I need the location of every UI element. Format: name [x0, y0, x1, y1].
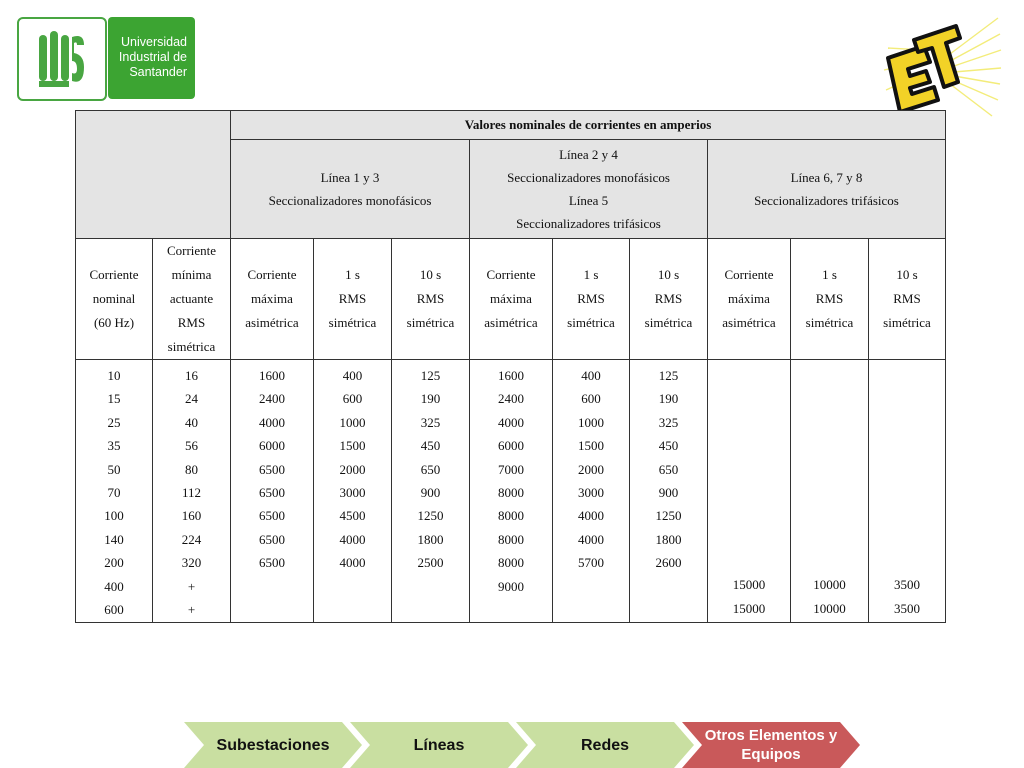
data-cell: 125: [420, 368, 441, 383]
column-header-line: (60 Hz): [93, 315, 135, 330]
column-header-line: RMS: [893, 291, 921, 306]
data-cell: 6500: [259, 531, 285, 547]
data-column: [553, 360, 630, 623]
data-cell: 650: [658, 461, 679, 477]
data-column: [869, 360, 946, 623]
data-cell: 4000: [578, 508, 604, 524]
group-3-line: Seccionalizadores trifásicos: [754, 193, 899, 208]
column-header-line: RMS: [338, 291, 367, 306]
data-cell: 10000: [813, 577, 846, 593]
group-2-line: Línea 5: [568, 193, 609, 208]
column-header-line: simétrica: [406, 315, 455, 330]
column-header-line: mínima: [171, 267, 212, 282]
data-cell: 600: [104, 602, 124, 618]
current-ratings-table: [75, 110, 946, 623]
nav-lineas[interactable]: [350, 722, 528, 768]
nav-subestaciones-label: Subestaciones: [216, 736, 330, 754]
data-cell: 8000: [498, 485, 524, 501]
data-cell: 450: [420, 438, 441, 454]
data-cell: 8000: [498, 531, 524, 547]
data-column: [314, 360, 392, 623]
nav-redes-label: Redes: [580, 736, 630, 754]
column-header-line: simétrica: [167, 339, 216, 354]
data-cell: 3500: [894, 577, 920, 593]
column-header: [392, 239, 470, 360]
data-cell: 15: [107, 391, 121, 407]
uis-logo-text: [108, 17, 195, 99]
section-nav: [184, 722, 864, 768]
data-cell: 3000: [339, 485, 366, 501]
column-header-line: 1 s: [583, 267, 599, 282]
group-2-line: Seccionalizadores monofásicos: [507, 170, 670, 185]
column-header: [708, 239, 791, 360]
data-cell: 25: [107, 414, 121, 430]
et-logo-icon: [880, 14, 1004, 124]
data-column: [630, 360, 708, 623]
column-header-line: simétrica: [567, 315, 615, 330]
data-cell: 2500: [417, 555, 444, 571]
data-column: [76, 360, 153, 623]
data-cell: 600: [342, 391, 363, 407]
data-cell: 190: [420, 391, 441, 407]
data-cell: 3500: [894, 600, 920, 616]
logo-line-2: Industrial de: [118, 50, 187, 64]
data-cell: 3000: [578, 485, 604, 501]
column-header: [470, 239, 553, 360]
column-header-line: RMS: [577, 291, 605, 306]
data-cell: 50: [107, 461, 121, 477]
data-cell: 400: [342, 368, 363, 383]
data-cell: 224: [181, 531, 202, 547]
column-header-line: nominal: [92, 291, 136, 306]
group-header-1: [231, 140, 470, 239]
data-cell: 1600: [259, 368, 285, 383]
data-cell: 24: [185, 391, 198, 407]
logo-line-3: Santander: [129, 65, 187, 79]
data-cell: 1000: [339, 414, 366, 430]
data-cell: 8000: [498, 555, 524, 571]
data-cell: 56: [185, 438, 198, 454]
column-header-line: simétrica: [644, 315, 693, 330]
column-header-line: Corriente: [166, 243, 217, 258]
data-cell: 4000: [259, 414, 285, 430]
data-cell: 100: [104, 508, 124, 524]
data-cell: 450: [658, 438, 679, 454]
nav-otros-elementos[interactable]: [682, 722, 860, 768]
column-header: [231, 239, 314, 360]
data-cell: 160: [181, 508, 202, 524]
data-cell: 4000: [339, 555, 366, 571]
column-header: [76, 239, 153, 360]
data-cell: 6500: [259, 508, 285, 524]
group-header-2: [470, 140, 708, 239]
column-header-line: simétrica: [328, 315, 377, 330]
nav-otros-label: Otros Elementos y Equipos: [704, 727, 838, 763]
data-cell: 400: [581, 368, 601, 383]
data-cell: 900: [658, 485, 679, 501]
data-cell: 6000: [259, 438, 285, 454]
column-header-line: 1 s: [822, 267, 837, 282]
data-cell: +: [187, 602, 196, 618]
data-column: [231, 360, 314, 623]
column-header: [791, 239, 869, 360]
data-cell: 325: [658, 414, 679, 430]
column-header-line: RMS: [654, 291, 683, 306]
column-header-line: máxima: [490, 291, 532, 306]
column-header: [630, 239, 708, 360]
data-cell: 325: [420, 414, 441, 430]
data-cell: 7000: [498, 461, 524, 477]
data-cell: 40: [185, 414, 198, 430]
data-cell: 16: [185, 368, 198, 383]
data-cell: 9000: [498, 578, 524, 594]
data-cell: 400: [104, 578, 124, 594]
nav-redes[interactable]: [516, 722, 694, 768]
main-header: Valores nominales de corrientes en amperios: [231, 111, 946, 140]
column-header-line: máxima: [251, 291, 293, 306]
column-header-line: simétrica: [805, 315, 854, 330]
group-header-3: [708, 140, 946, 239]
uis-logo: [17, 17, 195, 99]
data-cell: 200: [104, 555, 124, 571]
data-cell: 1000: [578, 414, 604, 430]
logo-line-1: Universidad: [120, 35, 187, 49]
data-cell: 4000: [339, 531, 366, 547]
data-cell: 4000: [578, 531, 604, 547]
data-cell: 4500: [339, 508, 366, 524]
data-cell: 6500: [259, 485, 285, 501]
data-cell: 4000: [498, 414, 524, 430]
data-column: [470, 360, 553, 623]
data-cell: 1500: [578, 438, 604, 454]
data-cell: 2600: [655, 555, 682, 571]
empty-header-cell: [76, 111, 231, 239]
data-column: [392, 360, 470, 623]
column-header-line: Corriente: [724, 267, 774, 282]
group-2-line: Seccionalizadores trifásicos: [516, 216, 661, 231]
column-header-line: actuante: [169, 291, 214, 306]
data-cell: 112: [181, 485, 202, 501]
column-header-line: 1 s: [345, 267, 360, 282]
column-header-line: 10 s: [419, 267, 442, 282]
column-header-line: 10 s: [657, 267, 680, 282]
data-cell: 6500: [259, 461, 285, 477]
column-header-line: simétrica: [883, 315, 931, 330]
data-cell: 1800: [655, 531, 682, 547]
data-cell: 1500: [339, 438, 366, 454]
data-cell: 320: [181, 555, 202, 571]
data-cell: 2400: [259, 391, 285, 407]
data-cell: 8000: [498, 508, 524, 524]
data-cell: 140: [104, 531, 124, 547]
column-header-line: máxima: [728, 291, 770, 306]
column-header-line: asimétrica: [245, 315, 299, 330]
column-header-line: asimétrica: [722, 315, 776, 330]
column-header: [553, 239, 630, 360]
data-cell: 2000: [578, 461, 604, 477]
data-cell: 1250: [417, 508, 444, 524]
data-cell: 125: [658, 368, 679, 383]
group-1-line: Línea 1 y 3: [320, 170, 380, 185]
column-header-line: RMS: [416, 291, 445, 306]
data-cell: 2000: [339, 461, 366, 477]
data-cell: +: [187, 578, 196, 594]
data-cell: 900: [420, 485, 441, 501]
data-cell: 35: [107, 438, 121, 454]
data-cell: 15000: [732, 600, 766, 616]
column-header-line: RMS: [815, 291, 844, 306]
column-header-line: Corriente: [486, 267, 536, 282]
data-cell: 1600: [498, 368, 524, 383]
data-cell: 190: [658, 391, 679, 407]
data-cell: 15000: [732, 577, 766, 593]
data-cell: 6000: [498, 438, 524, 454]
column-header: [153, 239, 231, 360]
data-cell: 80: [185, 461, 198, 477]
column-header-line: Corriente: [89, 267, 139, 282]
uis-logo-mark-icon: [17, 17, 107, 101]
data-cell: 70: [107, 485, 121, 501]
data-cell: 5700: [578, 555, 604, 571]
column-header: [314, 239, 392, 360]
nav-subestaciones[interactable]: [184, 722, 362, 768]
data-cell: 6500: [259, 555, 285, 571]
column-header: [869, 239, 946, 360]
data-column: [153, 360, 231, 623]
column-header-line: asimétrica: [484, 315, 538, 330]
data-cell: 650: [420, 461, 441, 477]
column-header-line: 10 s: [896, 267, 918, 282]
data-cell: 2400: [498, 391, 524, 407]
column-header-line: Corriente: [247, 267, 297, 282]
group-3-line: Línea 6, 7 y 8: [790, 170, 863, 185]
data-cell: 1800: [417, 531, 444, 547]
group-1-line: Seccionalizadores monofásicos: [268, 193, 432, 208]
data-cell: 10: [107, 368, 121, 383]
nav-lineas-label: Líneas: [413, 736, 465, 754]
data-cell: 10000: [813, 600, 846, 616]
data-cell: 600: [581, 391, 601, 407]
group-2-line: Línea 2 y 4: [559, 147, 618, 162]
data-cell: 1250: [655, 508, 682, 524]
data-column: [708, 360, 791, 623]
column-header-line: RMS: [177, 315, 206, 330]
data-column: [791, 360, 869, 623]
